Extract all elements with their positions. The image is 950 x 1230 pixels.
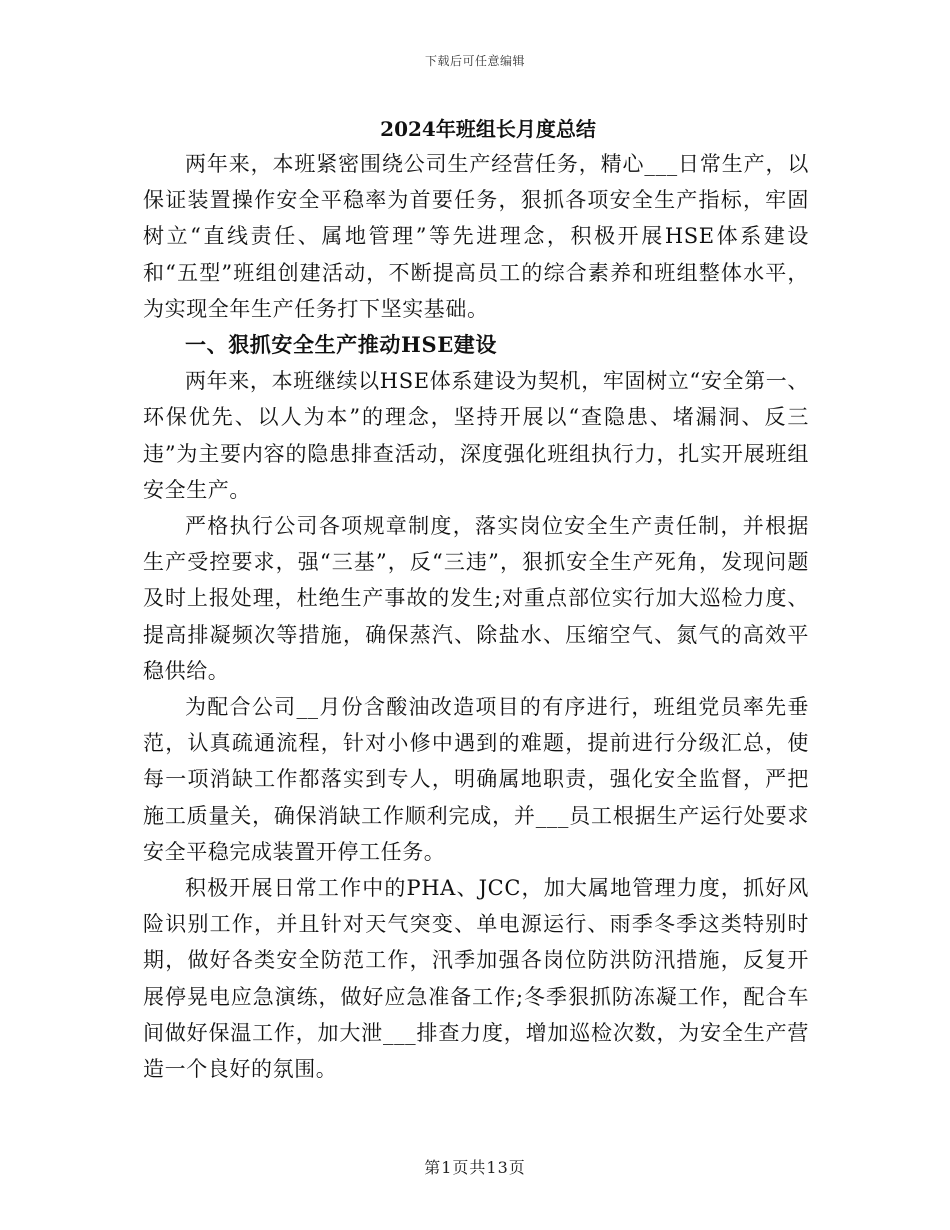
paragraph-daily-work: 积极开展日常工作中的PHA、JCC，加大属地管理力度，抓好风险识别工作，并且针对天气突变、单电源运行、雨季冬季这类特别时期，做好各类安全防范工作，汛季加强各岗位防洪防汛措施，反复开展停晃电应急演练，做好应急准备工作;冬季狠抓防冻凝工作，配合车间做好保温工作，加大泄___排查力度，增加巡检次数，为安全生产营造一个良好的氛围。 xyxy=(143,876,809,1082)
document-title: 2024年班组长月度总结 xyxy=(380,117,596,141)
page-header-note: 下载后可任意编辑 xyxy=(424,54,525,68)
paragraph-regulations: 严格执行公司各项规章制度，落实岗位安全生产责任制，并根据生产受控要求，强“三基”，反“三违”，狠抓安全生产死角，发现问题及时上报处理，杜绝生产事故的发生;对重点部位实行加大巡检力度、提高排凝频次等措施，确保蒸汽、除盐水、压缩空气、氮气的高效平稳供给。 xyxy=(143,514,809,683)
page-number: 第1页共13页 xyxy=(424,1158,526,1177)
paragraph-hse: 两年来，本班继续以HSE体系建设为契机，牢固树立“安全第一、环保优先、以人为本”的理念，坚持开展以“查隐患、堵漏洞、反三违”为主要内容的隐患排查活动，深度强化班组执行力，扎实开展班组安全生产。 xyxy=(143,369,809,502)
paragraph-intro: 两年来，本班紧密围绕公司生产经营任务，精心___日常生产，以保证装置操作安全平稳率为首要任务，狠抓各项安全生产指标，牢固树立“直线责任、属地管理”等先进理念，积极开展HSE体系建设和“五型”班组创建活动，不断提高员工的综合素养和班组整体水平，为实现全年生产任务打下坚实基础。 xyxy=(143,152,809,321)
section-heading-safety: 一、狠抓安全生产推动HSE建设 xyxy=(185,332,498,358)
document-body xyxy=(143,112,809,1087)
paragraph-project: 为配合公司__月份含酸油改造项目的有序进行，班组党员率先垂范，认真疏通流程，针对小修中遇到的难题，提前进行分级汇总，使每一项消缺工作都落实到专人，明确属地职责，强化安全监督，严把施工质量关，确保消缺工作顺利完成，并___员工根据生产运行处要求安全平稳完成装置开停工任务。 xyxy=(143,695,809,864)
